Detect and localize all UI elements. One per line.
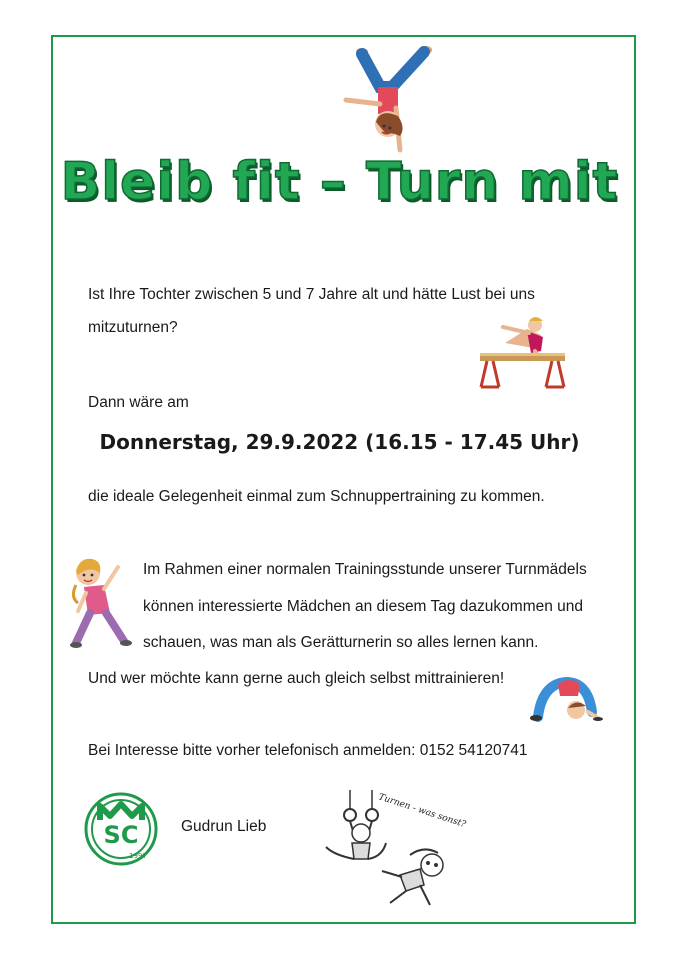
intro-line-2: mitzuturnen?	[88, 319, 178, 336]
msc-club-logo	[84, 792, 158, 866]
paragraph-line-2: können interessierte Mädchen an diesem Tag dazukommen und	[143, 598, 584, 615]
logo-year: 1997	[129, 852, 147, 860]
event-date: Donnerstag, 29.9.2022 (16.15 - 17.45 Uhr)	[99, 430, 580, 454]
balance-beam-gymnast-illustration	[475, 315, 570, 390]
opportunity-text: die ideale Gelegenheit einmal zum Schnuppertraining zu kommen.	[88, 488, 545, 505]
contact-text: Bei Interesse bitte vorher telefonisch anmelden: 0152 54120741	[88, 742, 528, 759]
svg-text:SC: SC	[103, 821, 139, 849]
rings-cartoon-illustration	[320, 785, 480, 910]
stretching-girl-illustration	[70, 555, 132, 650]
cartoon-caption: Turnen - was sonst?	[377, 792, 467, 831]
signature-name: Gudrun Lieb	[181, 818, 267, 835]
paragraph-line-1: Im Rahmen einer normalen Trainingsstunde unserer Turnmädels	[143, 561, 587, 578]
poster-title: Bleib fit – Turn mit	[60, 152, 619, 212]
intro-line-1: Ist Ihre Tochter zwischen 5 und 7 Jahre alt und hätte Lust bei uns	[88, 286, 535, 303]
paragraph-line-3: schauen, was man als Gerätturnerin so alles lernen kann.	[143, 634, 539, 651]
join-text: Und wer möchte kann gerne auch gleich selbst mittrainieren!	[88, 670, 505, 687]
handstand-girl-illustration	[340, 42, 435, 162]
bridge-pose-girl-illustration	[528, 672, 603, 722]
then-text: Dann wäre am	[88, 394, 189, 411]
